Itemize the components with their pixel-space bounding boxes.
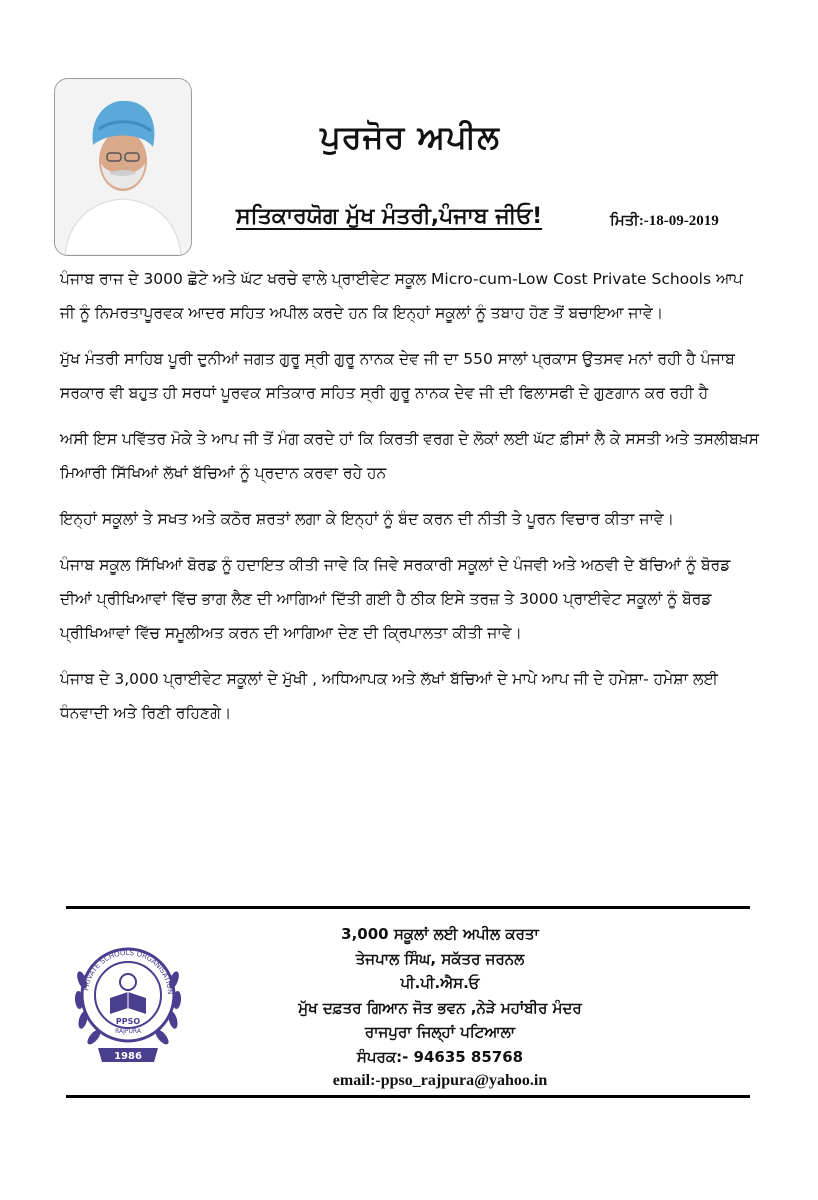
seal-abbr: PPSO	[115, 1017, 141, 1026]
salutation-heading: ਸਤਿਕਾਰਯੋਗ ਮੁੱਖ ਮੰਤਰੀ,ਪੰਜਾਬ ਜੀਓ!	[236, 204, 543, 229]
ppso-seal-logo	[70, 920, 186, 1070]
letter-body	[60, 262, 760, 742]
organisation-name: ਪੀ.ਪੀ.ਐਸ.ਓ	[400, 974, 480, 992]
page-title: ਪੁਰਜੋਰ ਅਪੀਲ	[320, 118, 500, 156]
paragraph-6: ਪੰਜਾਬ ਦੇ 3,000 ਪ੍ਰਾਈਵੇਟ ਸਕੂਲਾਂ ਦੇ ਮੁੱਖੀ , ਅਧਿਆਪਕ ਅਤੇ ਲੱਖਾਂ ਬੱਚਿਆਂ ਦੇ ਮਾਪੇ ਆਪ ਜੀ ਦੇ ਹਮੇਸ਼ਾ- ਹਮੇਸ਼ਾ ਲਈ ਧੰਨਵਾਦੀ ਅਤੇ ਰਿਣੀ ਰਹਿਣਗੇ।	[60, 670, 718, 722]
signatory-name: ਤੇਜਪਾਲ ਸਿੰਘ, ਸਕੱਤਰ ਜਰਨਲ	[355, 949, 525, 968]
paragraph-4: ਇਨ੍ਹਾਂ ਸਕੂਲਾਂ ਤੇ ਸਖਤ ਅਤੇ ਕਠੋਰ ਸ਼ਰਤਾਂ ਲਗਾ ਕੇ ਇਨ੍ਹਾਂ ਨੂੰ ਬੰਦ ਕਰਨ ਦੀ ਨੀਤੀ ਤੇ ਪੂਰਨ ਵਿਚਾਰ ਕੀਤਾ ਜਾਵੇ।	[60, 510, 675, 528]
portrait-image	[55, 79, 191, 255]
paragraph-1: ਪੰਜਾਬ ਰਾਜ ਦੇ 3000 ਛੋਟੇ ਅਤੇ ਘੱਟ ਖਰਚੇ ਵਾਲੇ ਪ੍ਰਾਈਵੇਟ ਸਕੂਲ Micro-cum-Low Cost Private Schools ਆਪ ਜੀ ਨੂੰ ਨਿਮਰਤਾਪੂਰਵਕ ਆਦਰ ਸਹਿਤ ਅਪੀਲ ਕਰਦੇ ਹਨ ਕਿ ਇਨ੍ਹਾਂ ਸਕੂਲਾਂ ਨੂੰ ਤਬਾਹ ਹੋਣ ਤੋਂ ਬਚਾਇਆ ਜਾਵੇ।	[60, 270, 743, 322]
office-address: ਮੁੱਖ ਦਫ਼ਤਰ ਗਿਆਨ ਜੋਤ ਭਵਨ ,ਨੇੜੇ ਮਹਾਂਬੀਰ ਮੰਦਰ	[298, 998, 582, 1017]
chief-minister-photo	[54, 78, 192, 256]
contact-phone: ਸੰਪਰਕ:- 94635 85768	[356, 1047, 524, 1066]
paragraph-2: ਮੁੱਖ ਮੰਤਰੀ ਸਾਹਿਬ ਪੂਰੀ ਦੁਨੀਆਂ ਜਗਤ ਗੁਰੂ ਸ੍ਰੀ ਗੁਰੂ ਨਾਨਕ ਦੇਵ ਜੀ ਦਾ 550 ਸਾਲਾਂ ਪ੍ਰਕਾਸ ਉਤਸਵ ਮਨਾਂ ਰਹੀ ਹੈ ਪੰਜਾਬ ਸਰਕਾਰ ਵੀ ਬਹੁਤ ਹੀ ਸਰਧਾਂ ਪੂਰਵਕ ਸਤਿਕਾਰ ਸਹਿਤ ਸ੍ਰੀ ਗੁਰੂ ਨਾਨਕ ਦੇਵ ਜੀ ਦੀ ਫਿਲਾਸਫੀ ਦੇ ਗੁਣਗਾਨ ਕਰ ਰਹੀ ਹੈ	[60, 350, 735, 402]
appeal-by-line: 3,000 ਸਕੂਲਾਂ ਲਈ ਅਪੀਲ ਕਰਤਾ	[341, 925, 539, 943]
paragraph-5: ਪੰਜਾਬ ਸਕੂਲ ਸਿੱਖਿਆਂ ਬੋਰਡ ਨੂੰ ਹਦਾਇਤ ਕੀਤੀ ਜਾਵੇ ਕਿ ਜਿਵੇ ਸਰਕਾਰੀ ਸਕੂਲਾਂ ਦੇ ਪੰਜਵੀ ਅਤੇ ਅਠਵੀ ਦੇ ਬੱਚਿਆਂ ਨੂੰ ਬੋਰਡ ਦੀਆਂ ਪ੍ਰੀਖਿਆਵਾਂ ਵਿੱਚ ਭਾਗ ਲੈਣ ਦੀ ਆਗਿਆਂ ਦਿੱਤੀ ਗਈ ਹੈ ਠੀਕ ਇਸੇ ਤਰਜ਼ ਤੇ 3000 ਪ੍ਰਾਈਵੇਟ ਸਕੂਲਾਂ ਨੂੰ ਬੋਰਡ ਪ੍ਰੀਖਿਆਵਾਂ ਵਿੱਚ ਸਮੂਲੀਅਤ ਕਰਨ ਦੀ ਆਗਿਆ ਦੇਣ ਦੀ ਕ੍ਰਿਪਾਲਤਾ ਕੀਤੀ ਜਾਵੇ।	[60, 556, 731, 642]
contact-email: email:-ppso_rajpura@yahoo.in	[332, 1072, 548, 1089]
divider-bottom	[66, 1095, 750, 1098]
seal-city: RAJPURA	[115, 1028, 141, 1035]
seal-year: 1986	[114, 1051, 142, 1062]
seal-ring-text: PRIVATE SCHOOLS ORGANISATION	[82, 948, 175, 995]
letter-date: ਮਿਤੀ:-18-09-2019	[610, 213, 719, 229]
paragraph-3: ਅਸੀ ਇਸ ਪਵਿੱਤਰ ਮੋਕੇ ਤੇ ਆਪ ਜੀ ਤੋਂ ਮੰਗ ਕਰਦੇ ਹਾਂ ਕਿ ਕਿਰਤੀ ਵਰਗ ਦੇ ਲੋਕਾਂ ਲਈ ਘੱਟ ਫ਼ੀਸਾਂ ਲੈ ਕੇ ਸਸਤੀ ਅਤੇ ਤਸਲੀਬਖ਼ਸ ਮਿਆਰੀ ਸਿੱਖਿਆਂ ਲੱਖਾਂ ਬੱਚਿਆਂ ਨੂੰ ਪ੍ਰਦਾਨ ਕਰਵਾ ਰਹੇ ਹਨ	[60, 430, 760, 482]
district-line: ਰਾਜਪੁਰਾ ਜਿਲ੍ਹਾਂ ਪਟਿਆਲਾ	[364, 1023, 516, 1041]
signature-block	[210, 922, 670, 1094]
divider-top	[66, 906, 750, 909]
